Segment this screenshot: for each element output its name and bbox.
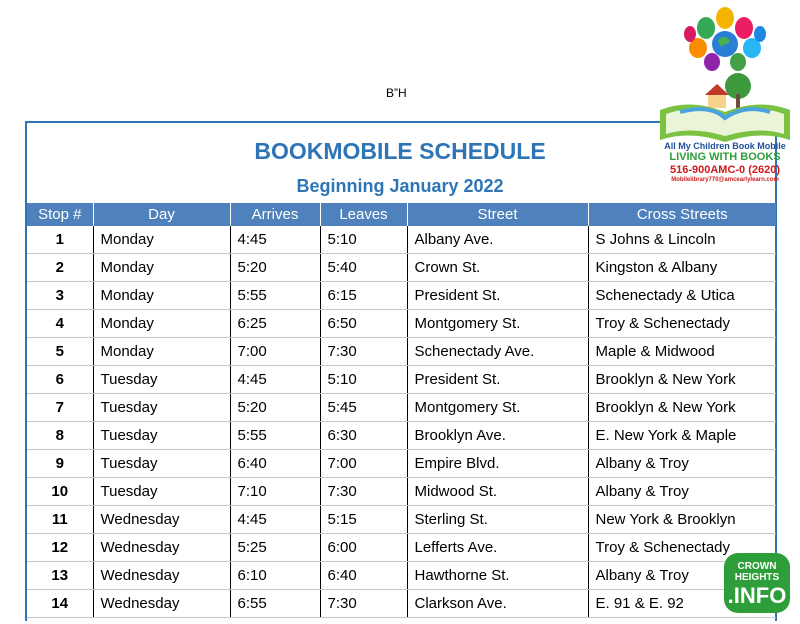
cell-arrives: 7:10 xyxy=(230,478,320,506)
cell-cross-streets: Maple & Midwood xyxy=(588,338,776,366)
column-header-arrives: Arrives xyxy=(230,203,320,226)
cell-day: Monday xyxy=(93,310,230,338)
cell-leaves: 6:00 xyxy=(320,534,407,562)
cell-stop-number: 4 xyxy=(27,310,93,338)
cell-leaves: 6:40 xyxy=(320,562,407,590)
cell-street: Empire Blvd. xyxy=(407,450,588,478)
cell-arrives: 4:45 xyxy=(230,226,320,254)
column-header-stop: Stop # xyxy=(27,203,93,226)
cell-arrives: 6:55 xyxy=(230,590,320,618)
cell-arrives: 4:45 xyxy=(230,366,320,394)
cell-leaves: 5:10 xyxy=(320,366,407,394)
watermark-info-text: .INFO xyxy=(727,583,787,608)
logo-email-text: Mobilelibrary770@amcearlylearn.com xyxy=(671,177,779,183)
cell-day: Tuesday xyxy=(93,422,230,450)
logo-tagline-text: LIVING WITH BOOKS xyxy=(669,151,781,163)
table-row xyxy=(27,338,776,366)
cell-street: Sterling St. xyxy=(407,506,588,534)
cell-day: Monday xyxy=(93,338,230,366)
cell-arrives: 6:40 xyxy=(230,450,320,478)
table-row xyxy=(27,254,776,282)
cell-day: Tuesday xyxy=(93,394,230,422)
cell-day: Tuesday xyxy=(93,478,230,506)
cell-cross-streets: Troy & Schenectady xyxy=(588,310,776,338)
cell-stop-number: 3 xyxy=(27,282,93,310)
cell-cross-streets: S Johns & Lincoln xyxy=(588,226,776,254)
cell-stop-number: 6 xyxy=(27,366,93,394)
cell-day: Wednesday xyxy=(93,590,230,618)
cell-street: President St. xyxy=(407,366,588,394)
cell-cross-streets: Albany & Troy xyxy=(588,478,776,506)
cell-stop-number: 7 xyxy=(27,394,93,422)
logo-name-text: All My Children Book Mobile xyxy=(664,141,786,151)
cell-leaves: 5:15 xyxy=(320,506,407,534)
table-row xyxy=(27,310,776,338)
cell-stop-number: 13 xyxy=(27,562,93,590)
cell-stop-number: 1 xyxy=(27,226,93,254)
cell-street: Crown St. xyxy=(407,254,588,282)
cell-stop-number: 10 xyxy=(27,478,93,506)
all-my-children-book-mobile-logo xyxy=(650,0,800,184)
cell-street: Lefferts Ave. xyxy=(407,534,588,562)
column-header-street: Street xyxy=(407,203,588,226)
column-header-day: Day xyxy=(93,203,230,226)
cell-day: Monday xyxy=(93,254,230,282)
watermark-top-text xyxy=(724,561,790,583)
cell-cross-streets: E. 91 & E. 92 xyxy=(588,590,776,618)
watermark-heights-text: HEIGHTS xyxy=(734,572,780,583)
page-title: BOOKMOBILE SCHEDULE xyxy=(254,138,546,164)
column-header-cross-streets: Cross Streets xyxy=(588,203,776,226)
table-row xyxy=(27,450,776,478)
table-row xyxy=(27,282,776,310)
cell-arrives: 6:10 xyxy=(230,562,320,590)
table-row xyxy=(27,534,776,562)
cell-day: Wednesday xyxy=(93,534,230,562)
cell-street: Montgomery St. xyxy=(407,310,588,338)
cell-stop-number: 14 xyxy=(27,590,93,618)
cell-day: Tuesday xyxy=(93,450,230,478)
cell-leaves: 5:40 xyxy=(320,254,407,282)
cell-leaves: 7:00 xyxy=(320,450,407,478)
table-row xyxy=(27,422,776,450)
cell-cross-streets: Schenectady & Utica xyxy=(588,282,776,310)
cell-day: Wednesday xyxy=(93,506,230,534)
cell-arrives: 5:55 xyxy=(230,282,320,310)
cell-street: Hawthorne St. xyxy=(407,562,588,590)
cell-stop-number: 12 xyxy=(27,534,93,562)
cell-street: Brooklyn Ave. xyxy=(407,422,588,450)
cell-leaves: 6:15 xyxy=(320,282,407,310)
cell-cross-streets: Brooklyn & New York xyxy=(588,394,776,422)
cell-stop-number: 11 xyxy=(27,506,93,534)
cell-leaves: 5:45 xyxy=(320,394,407,422)
table-row xyxy=(27,226,776,254)
cell-street: Midwood St. xyxy=(407,478,588,506)
cell-stop-number: 2 xyxy=(27,254,93,282)
cell-stop-number: 9 xyxy=(27,450,93,478)
table-row xyxy=(27,366,776,394)
cell-leaves: 5:10 xyxy=(320,226,407,254)
cell-street: President St. xyxy=(407,282,588,310)
cell-leaves: 7:30 xyxy=(320,338,407,366)
cell-arrives: 5:55 xyxy=(230,422,320,450)
cell-day: Tuesday xyxy=(93,366,230,394)
cell-arrives: 6:25 xyxy=(230,310,320,338)
cell-street: Schenectady Ave. xyxy=(407,338,588,366)
cell-arrives: 5:20 xyxy=(230,254,320,282)
schedule-table xyxy=(27,203,776,618)
cell-cross-streets: Kingston & Albany xyxy=(588,254,776,282)
cell-arrives: 5:20 xyxy=(230,394,320,422)
cell-cross-streets: E. New York & Maple xyxy=(588,422,776,450)
cell-leaves: 6:50 xyxy=(320,310,407,338)
cell-cross-streets: Albany & Troy xyxy=(588,562,776,590)
cell-leaves: 6:30 xyxy=(320,422,407,450)
cell-stop-number: 8 xyxy=(27,422,93,450)
cell-arrives: 4:45 xyxy=(230,506,320,534)
cell-street: Albany Ave. xyxy=(407,226,588,254)
watermark-crown-text: CROWN xyxy=(737,561,777,572)
table-row xyxy=(27,590,776,618)
crown-heights-info-watermark xyxy=(724,553,790,613)
house-icon xyxy=(708,94,726,108)
bh-header-mark: B”H xyxy=(386,86,407,100)
table-row xyxy=(27,506,776,534)
table-header-row xyxy=(27,203,776,226)
cell-stop-number: 5 xyxy=(27,338,93,366)
cell-street: Montgomery St. xyxy=(407,394,588,422)
cell-arrives: 7:00 xyxy=(230,338,320,366)
cell-day: Monday xyxy=(93,282,230,310)
column-header-leaves: Leaves xyxy=(320,203,407,226)
table-row xyxy=(27,562,776,590)
page-subtitle: Beginning January 2022 xyxy=(296,176,504,196)
cell-cross-streets: Albany & Troy xyxy=(588,450,776,478)
cell-cross-streets: New York & Brooklyn xyxy=(588,506,776,534)
table-row xyxy=(27,478,776,506)
cell-day: Monday xyxy=(93,226,230,254)
cell-leaves: 7:30 xyxy=(320,478,407,506)
cell-leaves: 7:30 xyxy=(320,590,407,618)
cell-arrives: 5:25 xyxy=(230,534,320,562)
cell-day: Wednesday xyxy=(93,562,230,590)
table-row xyxy=(27,394,776,422)
cell-cross-streets: Brooklyn & New York xyxy=(588,366,776,394)
cell-street: Clarkson Ave. xyxy=(407,590,588,618)
logo-phone-text: 516-900AMC-0 (2620) xyxy=(669,164,781,176)
cell-cross-streets: Troy & Schenectady xyxy=(588,534,776,562)
